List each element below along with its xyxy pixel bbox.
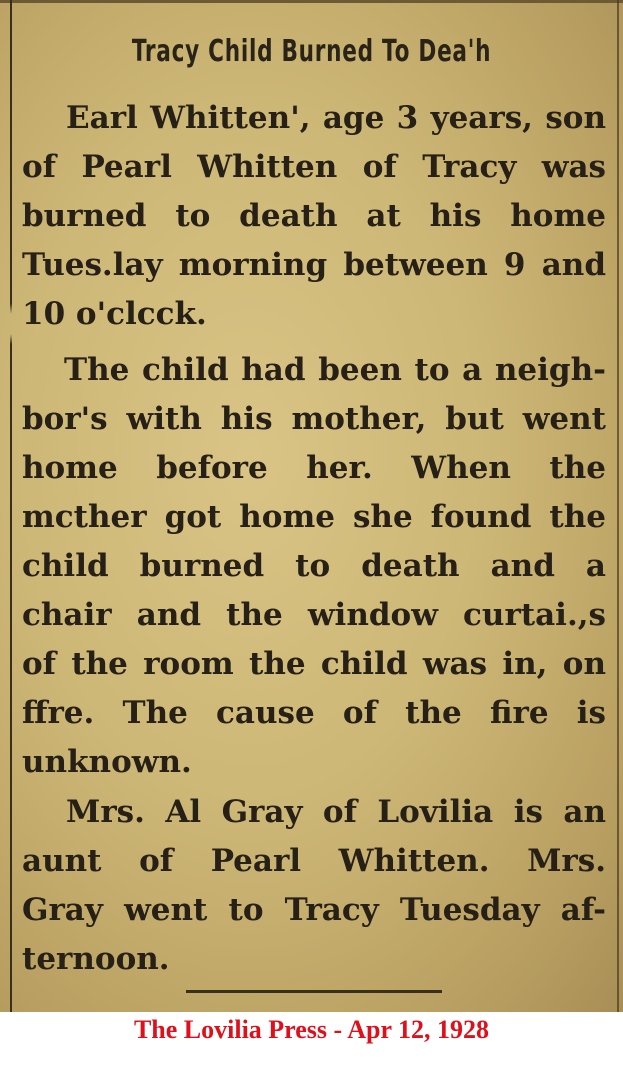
source-caption: The Lovilia Press - Apr 12, 1928 — [133, 1015, 490, 1044]
text-line: aunt of Pearl Whitten. Mrs. — [22, 843, 606, 879]
paragraph-1 — [22, 94, 606, 339]
text-line: chair and the window curtai.,s — [22, 597, 606, 633]
text-line: Gray went to Tracy Tuesday af- — [22, 892, 606, 928]
text-line: home before her. When the — [22, 450, 606, 486]
text-line: of the room the child was in, on — [22, 646, 606, 682]
text-line: Tues.lay morning between 9 and — [22, 247, 606, 283]
text-line: mcther got home she found the — [22, 499, 606, 535]
article-headline: Tracy Child Burned To Dea'h — [131, 34, 492, 69]
text-line: child burned to death and a — [22, 548, 606, 584]
paragraph-3 — [22, 788, 606, 984]
article-end-rule — [186, 990, 442, 993]
text-line: burned to death at his home — [22, 198, 606, 234]
text-line: Earl Whitten', age 3 years, son — [66, 100, 606, 136]
clipping-top-edge — [0, 0, 623, 3]
text-line: ternoon. — [22, 941, 170, 977]
text-line: of Pearl Whitten of Tracy was — [22, 149, 606, 185]
paragraph-2 — [22, 346, 606, 787]
column-rule — [10, 0, 12, 1012]
text-line: unknown. — [22, 744, 192, 780]
text-line: ffre. The cause of the fire is — [22, 695, 606, 731]
text-line: bor's with his mother, but went — [22, 401, 606, 437]
text-line: The child had been to a neigh- — [64, 352, 606, 388]
text-line: Mrs. Al Gray of Lovilia is an — [66, 794, 606, 830]
clipping-right-edge — [617, 0, 619, 1012]
text-line: 10 o'clcck. — [22, 296, 207, 332]
